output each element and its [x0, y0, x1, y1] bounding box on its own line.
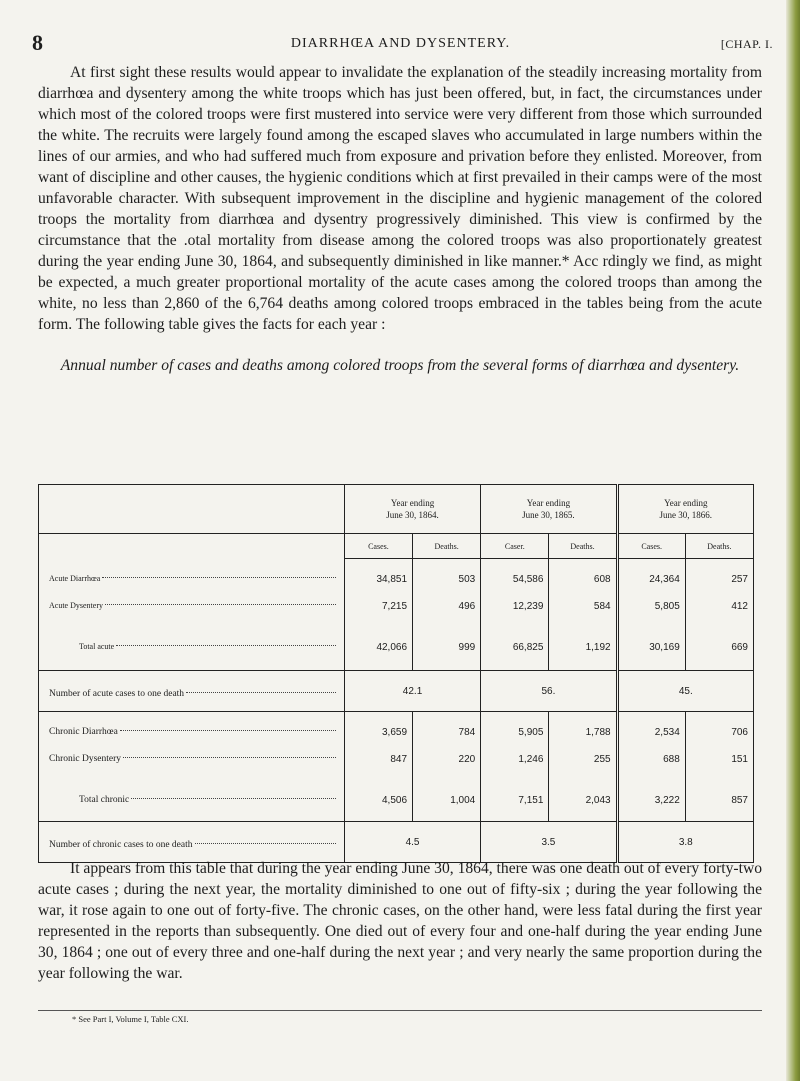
row-label-text: Total chronic	[79, 795, 130, 805]
table-cell: 784	[458, 727, 476, 738]
acute-cases-1865	[481, 559, 549, 671]
row-label-total-acute	[49, 633, 336, 660]
table-cell: 5,805	[654, 601, 680, 612]
acute-deaths-1866	[685, 559, 753, 671]
chronic-cases-1864	[344, 712, 412, 822]
acute-deaths-1864	[413, 559, 481, 671]
subhead-deaths-1866: Deaths.	[685, 534, 753, 559]
table-cell: 151	[731, 754, 748, 765]
table-cell: 1,246	[518, 754, 544, 765]
chronic-ratio-1865: 3.5	[481, 822, 617, 863]
table-cell: 688	[663, 754, 680, 765]
row-label-text: Number of acute cases to one death	[49, 688, 185, 699]
table-cell: 584	[593, 601, 611, 612]
chronic-values-row	[39, 712, 754, 822]
year-header-line2: June 30, 1865.	[522, 510, 575, 520]
table-cell: 3,659	[382, 727, 408, 738]
footnote: * See Part I, Volume I, Table CXI.	[72, 1014, 189, 1024]
table-cell-total: 1,004	[450, 795, 476, 806]
acute-ratio-1866: 45.	[617, 671, 753, 712]
subhead-cases-1866: Cases.	[617, 534, 685, 559]
chronic-ratio-label-cell	[39, 822, 345, 863]
row-label-text: Chronic Diarrhœa	[49, 727, 118, 737]
leader-dots	[123, 746, 336, 758]
table-cell: 12,239	[512, 601, 544, 612]
row-label-chronic-ratio	[49, 835, 336, 850]
acute-ratio-row	[39, 671, 754, 712]
table-subheader-row	[39, 534, 754, 559]
table-cell-total: 1,192	[585, 642, 611, 653]
leader-dots	[131, 787, 336, 799]
table-cell: 2,534	[654, 727, 680, 738]
subhead-cases-1865: Caser.	[481, 534, 549, 559]
year-header-line2: June 30, 1866.	[659, 510, 713, 520]
chronic-deaths-1865	[549, 712, 617, 822]
page-number: 8	[32, 30, 43, 55]
table-cell: 706	[731, 727, 748, 738]
acute-ratio-1865: 56.	[481, 671, 617, 712]
page-edge-binding	[786, 0, 800, 1081]
acute-cases-1864	[344, 559, 412, 671]
table-cell: 34,851	[376, 574, 408, 585]
table-cell: 1,788	[585, 727, 611, 738]
chronic-ratio-1864: 4.5	[344, 822, 480, 863]
table-cell: 503	[458, 574, 476, 585]
chapter-label: [CHAP. I.	[720, 37, 773, 51]
subhead-deaths-1864: Deaths.	[413, 534, 481, 559]
row-label-text: Number of chronic cases to one death	[49, 839, 193, 850]
table-cell-total: 66,825	[512, 642, 544, 653]
table-cell: 847	[390, 754, 408, 765]
leader-dots	[195, 832, 336, 844]
chronic-ratio-1866: 3.8	[617, 822, 753, 863]
table-year-header-row	[39, 485, 754, 534]
year-header-line1: Year ending	[526, 498, 571, 508]
table-cell: 257	[731, 574, 748, 585]
chronic-labels-cell	[39, 712, 345, 822]
chronic-deaths-1866	[685, 712, 753, 822]
year-header-line2: June 30, 1864.	[386, 510, 439, 520]
year-header-1864	[344, 485, 480, 534]
row-label-text: Total acute	[79, 642, 115, 651]
table-cell: 7,215	[382, 601, 408, 612]
leader-dots	[105, 593, 336, 605]
year-header-line1: Year ending	[664, 498, 708, 508]
chronic-cases-1865	[481, 712, 549, 822]
table-cell: 220	[458, 754, 476, 765]
footnote-rule	[38, 1010, 762, 1011]
table-cell: 255	[593, 754, 611, 765]
table-cell: 54,586	[512, 574, 544, 585]
table-cell-total: 7,151	[518, 795, 544, 806]
leader-dots	[116, 634, 336, 646]
table-caption: Annual number of cases and deaths among colored troops from the several forms of diarrhœa and dysentery.	[60, 357, 740, 374]
acute-cases-1866	[617, 559, 685, 671]
row-label-acute-dysentery	[49, 592, 336, 619]
year-header-1866	[617, 485, 753, 534]
table-cell-total: 30,169	[649, 642, 680, 653]
subhead-deaths-1865: Deaths.	[549, 534, 617, 559]
leader-dots	[186, 681, 336, 693]
chronic-cases-1866	[617, 712, 685, 822]
row-label-acute-diarrhoea	[49, 565, 336, 592]
row-label-text: Chronic Dysentery	[49, 754, 122, 764]
table-cell-total: 669	[731, 642, 748, 653]
table-cell: 412	[731, 601, 748, 612]
acute-deaths-1865	[549, 559, 617, 671]
table-cell: 24,364	[649, 574, 680, 585]
chronic-deaths-1864	[413, 712, 481, 822]
running-header	[28, 30, 773, 54]
table-cell: 5,905	[518, 727, 544, 738]
body-paragraph-1: At first sight these results would appear to invalidate the explanation of the steadily increasing mortality from diarrhœa and dysentery among the white troops which has just been offered, but, in fact, the circumstances under which most of the colored troops were first mustered into service were very different from those which surrounded the white. The recruits were largely found among the escaped slaves who accumulated in large numbers within the lines of our armies, and who had suffered much from exposure and privation before they enlisted. Moreover, from want of discipline and other causes, the hygienic conditions which at first prevailed in their camps were of the most unfavorable character. With subsequent improvement in the discipline and hygienic management of the colored troops the mortality from diarrhœa and dysentry progressively diminished. This view is confirmed by the circumstance that the .otal mortality from disease among the colored troops was also proportionately greatest during the year ending June 30, 1864, and subsequently diminished in like manner.* Acc rdingly we find, as might be expected, a much greater proportional mortality of the acute cases among the colored troops than among the white, no less than 2,860 of the 6,764 deaths among colored troops embraced in the tables being from the acute form. The following table gives the facts for each year :	[38, 64, 762, 333]
running-title: DIARRHŒA AND DYSENTERY.	[290, 36, 511, 51]
cases-deaths-table	[38, 484, 754, 863]
row-label-chronic-dysentery	[49, 746, 336, 773]
table-cell-total: 2,043	[585, 795, 611, 806]
table-cell-total: 42,066	[376, 642, 408, 653]
row-label-text: Acute Diarrhœa	[49, 574, 101, 583]
year-header-line1: Year ending	[390, 498, 435, 508]
table-cell-total: 857	[731, 795, 748, 806]
acute-labels-cell	[39, 534, 345, 671]
row-label-total-chronic	[49, 787, 336, 814]
row-label-chronic-diarrhoea	[49, 719, 336, 746]
body-paragraph-2: It appears from this table that during the year ending June 30, 1864, there was one death out of every forty-two acute cases ; during the next year, the mortality diminished to one out of fifty-six ; during the year following the war, it rose again to one out of forty-five. The chronic cases, on the other hand, were less fatal during the first year represented in the reports than subsequently. One died out of every four and one-half during the year ending June 30, 1864 ; one out of every three and one-half during the next year ; and very nearly the same proportion during the year following the war.	[38, 860, 762, 982]
leader-dots	[102, 566, 336, 578]
table-cell: 496	[458, 601, 476, 612]
leader-dots	[120, 719, 336, 731]
row-label-acute-ratio	[49, 684, 336, 699]
table-cell-total: 4,506	[382, 795, 408, 806]
table-cell-total: 3,222	[654, 795, 680, 806]
subhead-cases-1864: Cases.	[344, 534, 412, 559]
chronic-ratio-row	[39, 822, 754, 863]
row-label-text: Acute Dysentery	[49, 601, 103, 610]
table-corner-cell	[39, 485, 345, 534]
year-header-1865	[481, 485, 617, 534]
acute-ratio-1864: 42.1	[344, 671, 480, 712]
table-cell: 608	[593, 574, 611, 585]
table-cell-total: 999	[458, 642, 476, 653]
acute-ratio-label-cell	[39, 671, 345, 712]
